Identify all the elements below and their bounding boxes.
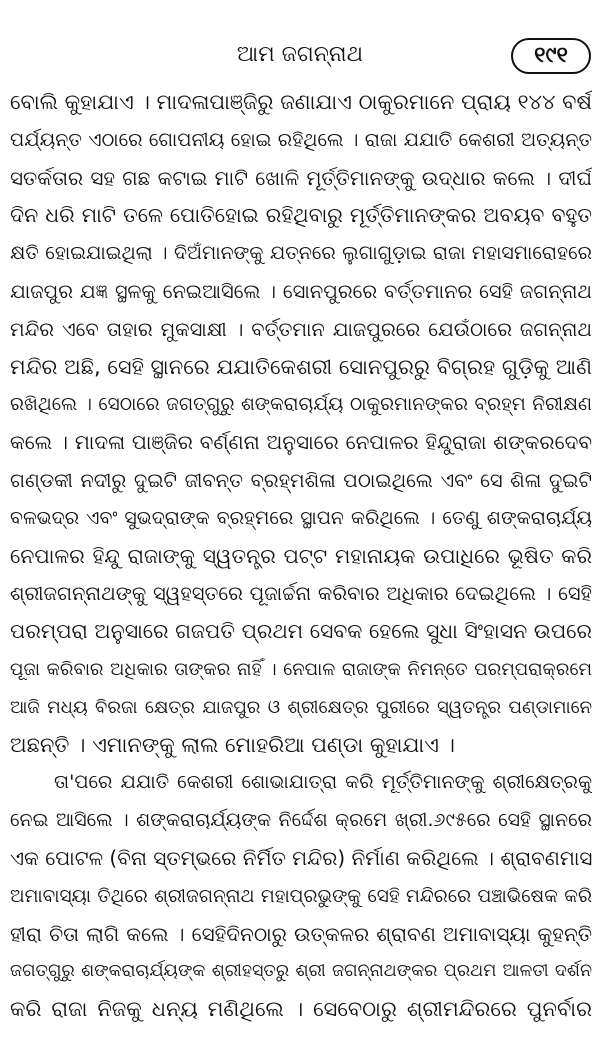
text-line: ଶ୍ରୀଜଗନ୍ନାଥଙ୍କୁ ସ୍ୱହସ୍ତରେ ପୂଜାର୍ଚ୍ଚନା କରିବାର ଅଧିକାର ଦେଇଥିଲେ । ସେହି — [10, 582, 592, 606]
text-line: ରଖିଥିଲେ । ସେଠାରେ ଜଗତ୍‌ଗୁରୁ ଶଙ୍କରାଚାର୍ଯ୍ୟ ଠାକୁରମାନଙ୍କର ବ୍ରହ୍ମ ନିରୀକ୍ଷଣ — [10, 394, 592, 416]
text-line: ହୀରା ଚିତା ଲାଗି କଲେ । ସେହିଦିନଠାରୁ ଉତ୍କଳର ଶ୍ରାବଣ ଅମାବାସ୍ୟା କୁହନ୍ତି — [10, 921, 592, 946]
text-line: କଲେ । ମାଦଳା ପାଞ୍ଜିର ବର୍ଣ୍ଣନା ଅନୁସାରେ ନେପାଳର ହିନ୍ଦୁରାଜା ଶଙ୍କରଦେବ — [10, 430, 592, 455]
text-line: ଆଜି ମଧ୍ୟ ବିରଜା କ୍ଷେତ୍ର ଯାଜପୁର ଓ ଶ୍ରୀକ୍ଷେତ୍ର ପୁରୀରେ ସ୍ୱତନ୍ତ୍ର ପଣ୍ଡାମାନେ — [10, 696, 592, 718]
text-line: ପର୍ଯ୍ୟନ୍ତ ଏଠାରେ ଗୋପନୀୟ ହୋଇ ରହିଥିଲେ । ରାଜା ଯଯାତି କେଶରୀ ଅତ୍ୟନ୍ତ — [10, 128, 592, 151]
text-line: ଗଣ୍ଡକୀ ନଦୀରୁ ଦୁଇଟି ଜୀବନ୍ତ ବ୍ରହ୍ମଶିଳା ପଠାଇଥିଲେ ଏବଂ ସେ ଶିଳା ଦୁଇଟି — [10, 468, 592, 492]
text-line-paragraph-start: ତା'ପରେ ଯଯାତି କେଶରୀ ଶୋଭାଯାତ୍ରା କରି ମୂର୍ତ୍ତିମାନଙ୍କୁ ଶ୍ରୀକ୍ଷେତ୍ରକୁ — [54, 771, 592, 794]
text-line: କ୍ଷତି ହୋଇଯାଇଥିଲା । ଦିଅଁମାନଙ୍କୁ ଯତ୍ନରେ ଲୁଗାଗୁଡ଼ାଇ ରାଜା ମହାସମାରୋହରେ — [10, 242, 592, 265]
text-line-paragraph-end: ଅଛନ୍ତି । ଏମାନଙ୍କୁ ଲାଲ ମୋହରିଆ ପଣ୍ଡା କୁହାଯାଏ । — [10, 732, 456, 757]
text-line: ଏକ ପୋଟଳ (ବିନା ସ୍ତମ୍ଭରେ ନିର୍ମିତ ମନ୍ଦିର) ନିର୍ମାଣ କରିଥିଲେ । ଶ୍ରାବଣମାସ — [10, 845, 592, 870]
text-line: ବଳଭଦ୍ର ଏବଂ ସୁଭଦ୍ରାଙ୍କ ବ୍ରହ୍ମରେ ସ୍ଥାପନ କରିଥିଲେ । ତେଣୁ ଶଙ୍କରାଚାର୍ଯ୍ୟ — [10, 506, 592, 529]
body-text — [10, 84, 592, 1029]
text-line: ଅମାବାସ୍ୟା ତିଥିରେ ଶ୍ରୀଜଗନ୍ନାଥ ମହାପ୍ରଭୁଙ୍କୁ ସେହି ମନ୍ଦିରରେ ପଞ୍ଚାଭିଷେକ କରି — [10, 885, 592, 907]
text-line: ଯାଜପୁର ଯଜ୍ଞ ସ୍ଥଳକୁ ନେଇଆସିଲେ । ସୋନପୁରରେ ବର୍ତ୍ତମାନର ସେହି ଜଗନ୍ନାଥ — [10, 279, 592, 303]
text-line: ମନ୍ଦିର ଏବେ ତାହାର ମୁକସାକ୍ଷୀ । ବର୍ତ୍ତମାନ ଯାଜପୁରରେ ଯେଉଁଠାରେ ଜଗନ୍ନାଥ — [10, 317, 592, 341]
text-line: ମନ୍ଦିର ଅଛି, ସେହି ସ୍ଥାନରେ ଯଯାତିକେଶରୀ ସୋନପୁରରୁ ବିଗ୍ରହ ଗୁଡ଼ିକୁ ଆଣି — [10, 354, 592, 379]
text-line: ପରମ୍ପରା ଅନୁସାରେ ଗଜପତି ପ୍ରଥମ ସେବକ ହେଲେ ସୁଧା ସିଂହାସନ ଉପରେ — [10, 619, 592, 644]
text-line: ଜଗତ୍‌ଗୁରୁ ଶଙ୍କରାଚାର୍ଯ୍ୟଙ୍କ ଶ୍ରୀହସ୍ତରୁ ଶ୍ରୀ ଜଗନ୍ନାଥଙ୍କର ପ୍ରଥମ ଆଳତୀ ଦର୍ଶନ — [10, 961, 592, 982]
page-header — [0, 0, 600, 80]
text-line: ନେପାଳର ହିନ୍ଦୁ ରାଜାଙ୍କୁ ସ୍ୱତନ୍ତ୍ର ପଟ୍ଟ ମହାନାୟକ ଉପାଧିରେ ଭୂଷିତ କରି — [10, 543, 592, 568]
text-line: ସତର୍କତାର ସହ ଗଛ କଟାଇ ମାଟି ଖୋଳି ମୂର୍ତ୍ତିମାନଙ୍କୁ ଉଦ୍ଧାର କଲେ । ଦୀର୍ଘ — [10, 165, 592, 190]
text-line: କରି ରାଜା ନିଜକୁ ଧନ୍ୟ ମଣିଥିଲେ । ସେବେଠାରୁ ଶ୍ରୀମନ୍ଦିରରେ ପୁନର୍ବାର — [10, 997, 592, 1022]
text-line: ପୂଜା କରିବାର ଅଧିକାର ତାଙ୍କର ନାହିଁ । ନେପାଳ ରାଜାଙ୍କ ନିମନ୍ତେ ପରମ୍ପରାକ୍ରମେ — [10, 658, 592, 680]
page-number-badge: ୧୯୧ — [511, 38, 591, 74]
text-line: ବୋଲି କୁହାଯାଏ । ମାଦଳାପାଞ୍ଜିରୁ ଜଣାଯାଏ ଠାକୁରମାନେ ପ୍ରାୟ ୧୪୪ ବର୍ଷ — [10, 90, 592, 114]
running-title: ଆମ ଜଗନ୍ନାଥ — [236, 42, 364, 67]
text-line: ଦିନ ଧରି ମାଟି ତଳେ ପୋତିହୋଇ ରହିଥିବାରୁ ମୂର୍ତ୍ତିମାନଙ୍କର ଅବୟବ ବହୁତ — [10, 203, 592, 228]
text-line: ନେଇ ଆସିଲେ । ଶଙ୍କରାଚାର୍ଯ୍ୟଙ୍କ ନିର୍ଦ୍ଦେଶ କ୍ରମେ ଖ୍ରୀ.୬୯୫ରେ ସେହି ସ୍ଥାନରେ — [10, 809, 592, 832]
